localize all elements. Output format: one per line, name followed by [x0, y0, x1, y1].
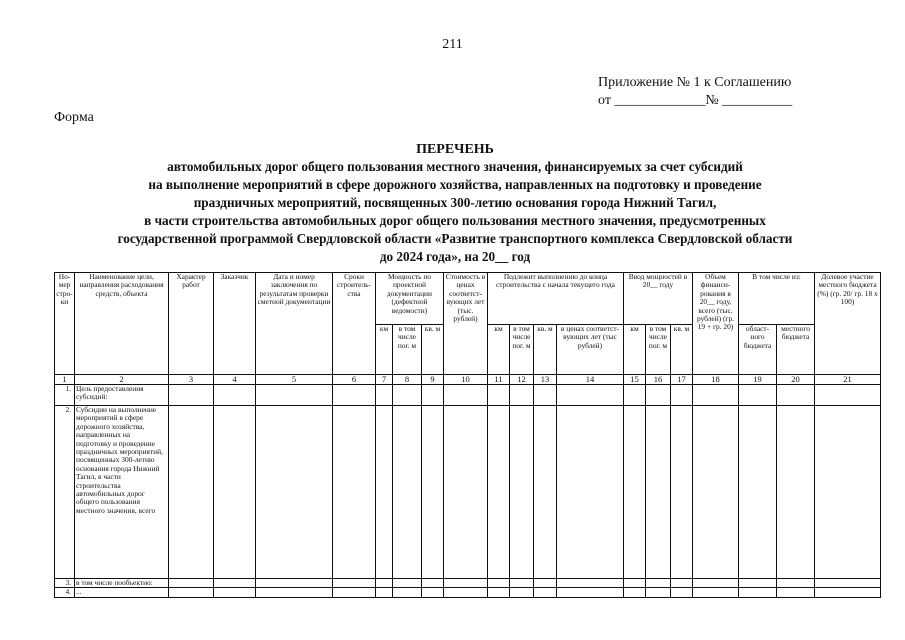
column-number: 13 [534, 375, 557, 385]
row-number: 1. [55, 385, 75, 406]
column-number: 9 [422, 375, 444, 385]
subtitle-line: на выполнение мероприятий в сфере дорожного хозяйства, направленных на подготовку и проведение [148, 177, 762, 192]
row-text: Субсидии на выполнение мероприятий в сфере дорожного хозяйства, направленных на подготовку и проведение праздничных мероприятий, посвященных 300-летию основания города Нижний Тагил, в части строительства автомобильных дорог общего пользования местного значения, всего [75, 406, 169, 579]
column-number: 19 [739, 375, 777, 385]
header-km: км [376, 325, 393, 375]
header-expertise: Дата и номер заключения по результатам проверки сметной документации [256, 273, 333, 375]
column-number: 15 [624, 375, 646, 385]
table-row [55, 406, 881, 579]
column-number: 10 [444, 375, 488, 385]
column-number: 8 [393, 375, 422, 385]
header-prices: в ценах соответст-вующих лет (тыс рублей) [557, 325, 624, 375]
header-incl-pog: в том числе пог. м [646, 325, 671, 375]
column-number: 16 [646, 375, 671, 385]
header-regional: област-ного бюджета [739, 325, 777, 375]
column-number: 18 [693, 375, 739, 385]
header-incl-pog: в том числе пог. м [510, 325, 534, 375]
column-number: 14 [557, 375, 624, 385]
column-number: 11 [488, 375, 510, 385]
header-funding: Объем финанси-рования в 20__ году, всего (тыс. рублей) (гр. 19 + гр. 20) [693, 273, 739, 375]
appendix-line-2: от _____________№ __________ [598, 93, 793, 108]
subtitle-line: до 2024 года», на 20__ год [379, 249, 531, 264]
row-number: 3. [55, 579, 75, 588]
column-number: 7 [376, 375, 393, 385]
row-number: 2. [55, 406, 75, 579]
header-incl-pog: в том числе пог. м [393, 325, 422, 375]
header-customer: Заказчик [214, 273, 256, 375]
header-including: В том числе из: [739, 273, 815, 325]
column-number: 12 [510, 375, 534, 385]
column-number: 4 [214, 375, 256, 385]
header-km: км [488, 325, 510, 375]
document-subtitle [40, 158, 870, 266]
table-row [55, 588, 881, 597]
header-row-number: Но-мер стро-ки [55, 273, 75, 375]
header-to-complete: Подлежит выполнению до конца строительства с начала текущего года [488, 273, 624, 325]
column-number: 17 [671, 375, 693, 385]
table-row [55, 579, 881, 588]
appendix-line-1: Приложение № 1 к Соглашению [598, 75, 792, 90]
header-kvm: кв. м [422, 325, 444, 375]
header-cost: Стоимость в ценах соответст-вующих лет (тыс. рублей) [444, 273, 488, 375]
row-text: в том числе пообъектно: [75, 579, 169, 588]
table-row [55, 385, 881, 406]
subtitle-line: государственной программой Свердловской области «Развитие транспортного комплекса Свердловской области [117, 231, 793, 246]
header-terms: Сроки строитель-ства [333, 273, 376, 375]
header-name: Наименование цели, направления расходования средств, объекта [75, 273, 169, 375]
header-kvm: кв. м [671, 325, 693, 375]
header-capacity: Мощность по проектной документации (дефектной ведомости) [376, 273, 444, 325]
column-number: 2 [75, 375, 169, 385]
appendix-note [598, 74, 792, 110]
subtitle-line: в части строительства автомобильных дорог общего пользования местного значения, предусмотренных [144, 213, 766, 228]
roads-table [54, 272, 881, 598]
page-number: 211 [442, 37, 463, 52]
column-numbers-row [55, 375, 881, 385]
row-text: ... [75, 588, 169, 597]
header-km: км [624, 325, 646, 375]
document-title: ПЕРЕЧЕНЬ [416, 142, 494, 157]
column-number: 21 [815, 375, 881, 385]
header-local: местного бюджета [777, 325, 815, 375]
column-number: 6 [333, 375, 376, 385]
form-label: Форма [54, 110, 94, 125]
column-number: 5 [256, 375, 333, 385]
column-number: 20 [777, 375, 815, 385]
column-number: 3 [169, 375, 214, 385]
column-number: 1 [55, 375, 75, 385]
subtitle-line: автомобильных дорог общего пользования местного значения, финансируемых за счет субсидий [167, 159, 743, 174]
header-kvm: кв. м [534, 325, 557, 375]
header-work-type: Характер работ [169, 273, 214, 375]
header-commissioning: Ввод мощностей в 20__ году [624, 273, 693, 325]
row-text: Цель предоставления субсидий: [75, 385, 169, 406]
header-share: Долевое участие местного бюджета (%) (гр. 20/ гр. 18 x 100) [815, 273, 881, 375]
row-number: 4. [55, 588, 75, 597]
subtitle-line: праздничных мероприятий, посвященных 300-летию основания города Нижний Тагил, [193, 195, 717, 210]
